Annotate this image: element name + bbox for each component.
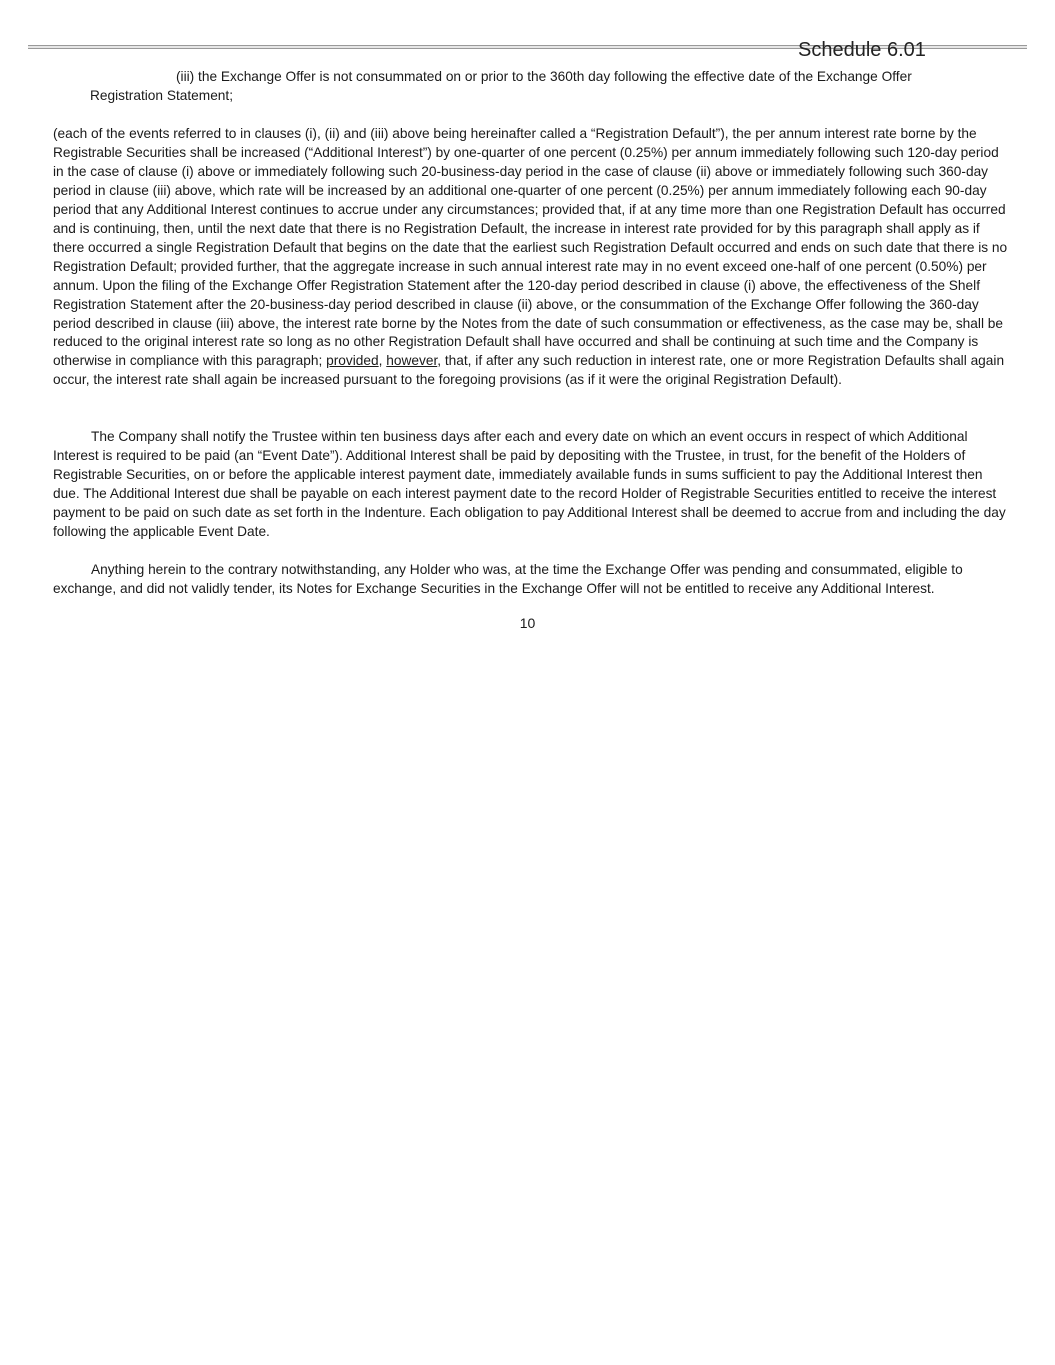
schedule-label: Schedule 6.01 <box>798 39 926 61</box>
clause-iii-paragraph: (iii) the Exchange Offer is not consummated on or prior to the 360th day following the effective date of the Exchange Offer Registration Statement; <box>90 69 912 103</box>
underlined-provided: provided <box>326 353 379 369</box>
notify-trustee-paragraph: The Company shall notify the Trustee within ten business days after each and every date on which an event occurs in respect of which Additional Interest is required to be paid (an “Event Date”). Additional Interest shall be paid by depositing with the Trustee, in trust, for the benefit of the Holders of Registrable Securities, on or before the applicable interest payment date, immediately available funds in sums sufficient to pay the Additional Interest then due. The Additional Interest due shall be payable on each interest payment date to the record Holder of Registrable Securities entitled to receive the interest payment to be paid on such date as set forth in the Indenture. Each obligation to pay Additional Interest shall be deemed to accrue from and including the day following the applicable Event Date. <box>53 429 1006 539</box>
paragraph-text-after: , that, if after any such reduction in interest rate, one or more Registration Defaults shall again occur, the interest rate shall again be increased pursuant to the foregoing provisions (as if it were the original Registration Default). <box>53 353 1005 388</box>
paragraph-text-before: (each of the events referred to in clauses (i), (ii) and (iii) above being hereinafter called a “Registration Default”), the per annum interest rate borne by the Registrable Securities shall be increased (“Additional Interest”) by one-quarter of one percent (0.25%) per annum immediately following such 120-day period in the case of clause (i) above or immediately following such 20-business-day period in the case of clause (ii) above or immediately following such 360-day period in clause (iii) above, which rate will be increased by an additional one-quarter of one percent (0.25%) per annum immediately following each 90-day period that any Additional Interest continues to accrue under any circumstances; provided that, if at any time more than one Registration Default has occurred and is continuing, then, until the next date that there is no Registration Default, the increase in interest rate provided for by this paragraph shall apply as if there occurred a single Registration Default that begins on the date that the earliest such Registration Default occurred and ends on such date that there is no Registration Default; provided further, that the aggregate increase in such annual interest rate may in no event exceed one-half of one percent (0.50%) per annum. Upon the filing of the Exchange Offer Registration Statement after the 120-day period described in clause (i) above, the effectiveness of the Shelf Registration Statement after the 20-business-day period described in clause (ii) above, or the consummation of the Exchange Offer following the 360-day period described in clause (iii) above, the interest rate borne by the Notes from the date of such consummation or effectiveness, as the case may be, shall be reduced to the original interest rate so long as no other Registration Default shall have occurred and shall be continuing at such time and the Company is otherwise in compliance with this paragraph; <box>53 126 1008 369</box>
underlined-however: however <box>386 353 438 369</box>
page-number: 10 <box>519 615 536 631</box>
paragraph-separator: , <box>378 353 387 369</box>
registration-default-paragraph <box>53 125 1008 390</box>
holder-exception-paragraph: Anything herein to the contrary notwithstanding, any Holder who was, at the time the Exchange Offer was pending and consummated, eligible to exchange, and did not validly tender, its Notes for Exchange Securities in the Exchange Offer will not be entitled to receive any Additional Interest. <box>53 562 963 596</box>
